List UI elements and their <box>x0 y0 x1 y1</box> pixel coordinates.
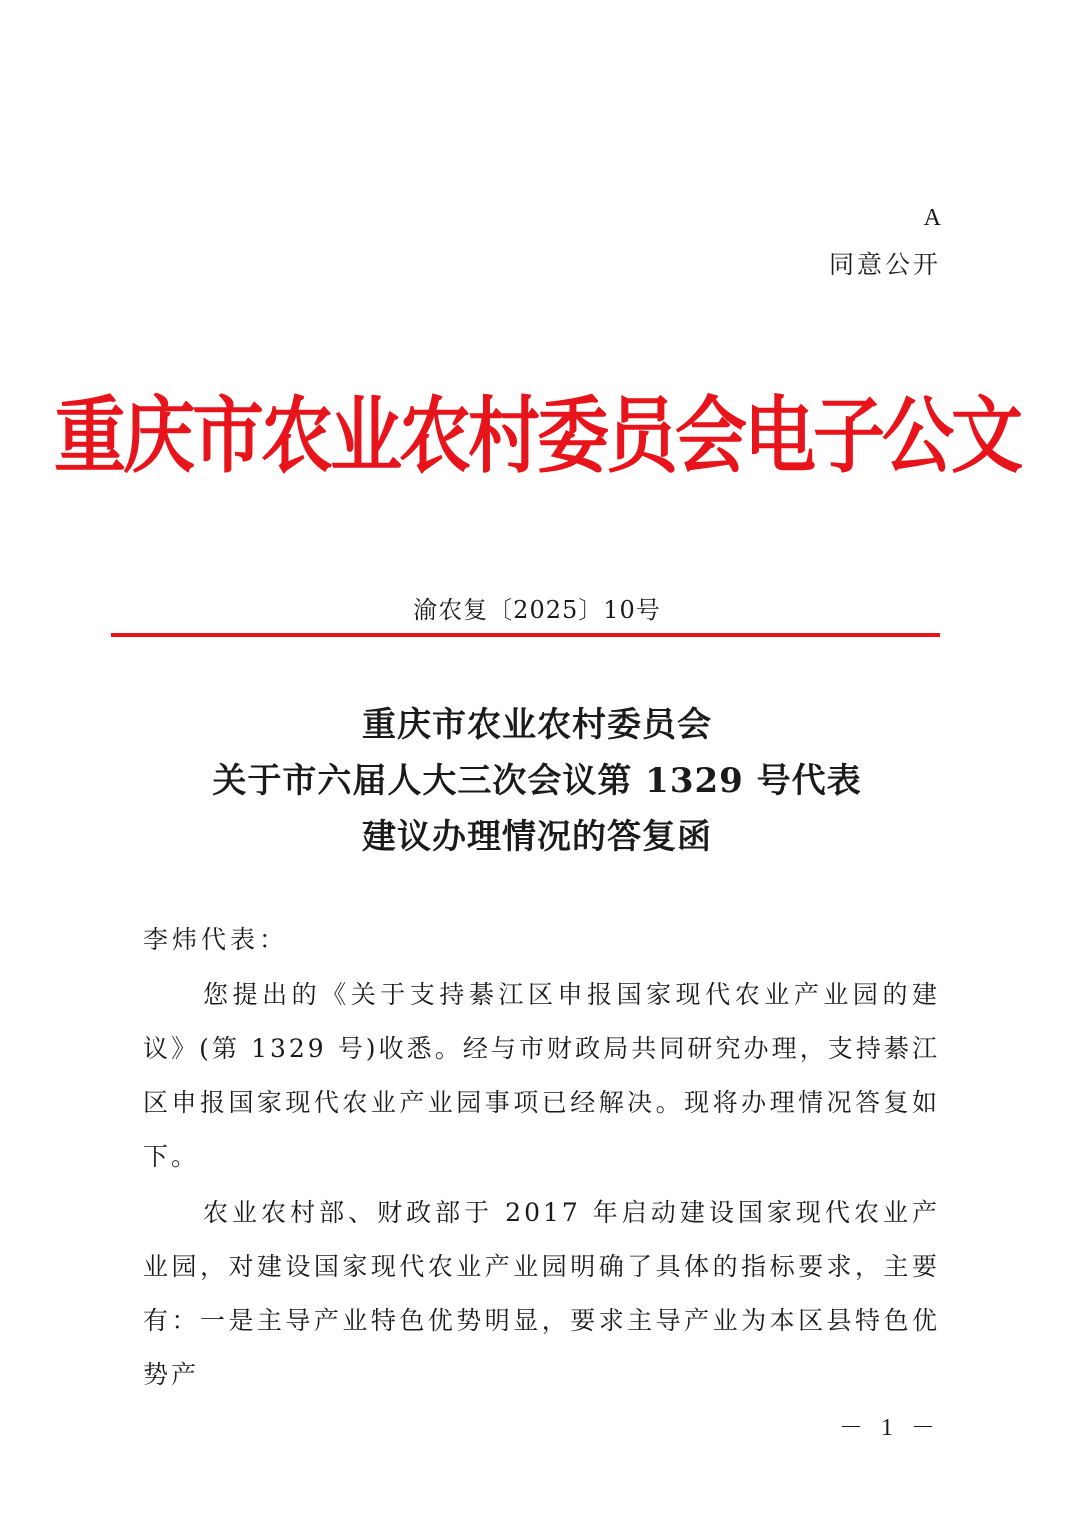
title-line-2: 关于市六届人大三次会议第 1329 号代表 <box>212 761 862 801</box>
body-paragraph-1: 您提出的《关于支持綦江区申报国家现代农业产业园的建议》(第 1329 号)收悉。经与市财政局共同研究办理，支持綦江区申报国家现代农业产业园事项已经解决。现将办理情况答复如下。 <box>143 980 940 1171</box>
salutation: 李炜代表： <box>143 925 289 954</box>
title-line-3: 建议办理情况的答复函 <box>362 817 712 857</box>
document-title <box>0 697 1074 865</box>
body-paragraph-2: 农业农村部、财政部于 2017 年启动建设国家现代农业产业园，对建设国家现代农业产业园明确了具体的指标要求，主要有：一是主导产业特色优势明显，要求主导产业为本区县特色优势产 <box>143 1198 940 1389</box>
disclosure-status: 同意公开 <box>828 250 941 279</box>
security-grade: A <box>923 205 941 231</box>
red-separator-line <box>111 633 940 637</box>
document-number: 渝农复〔2025〕10号 <box>413 596 661 624</box>
red-masthead: 重庆市农业农村委员会电子公文 <box>53 387 1020 484</box>
title-line-1: 重庆市农业农村委员会 <box>362 705 712 745</box>
page-number: － 1 － <box>839 1415 941 1441</box>
